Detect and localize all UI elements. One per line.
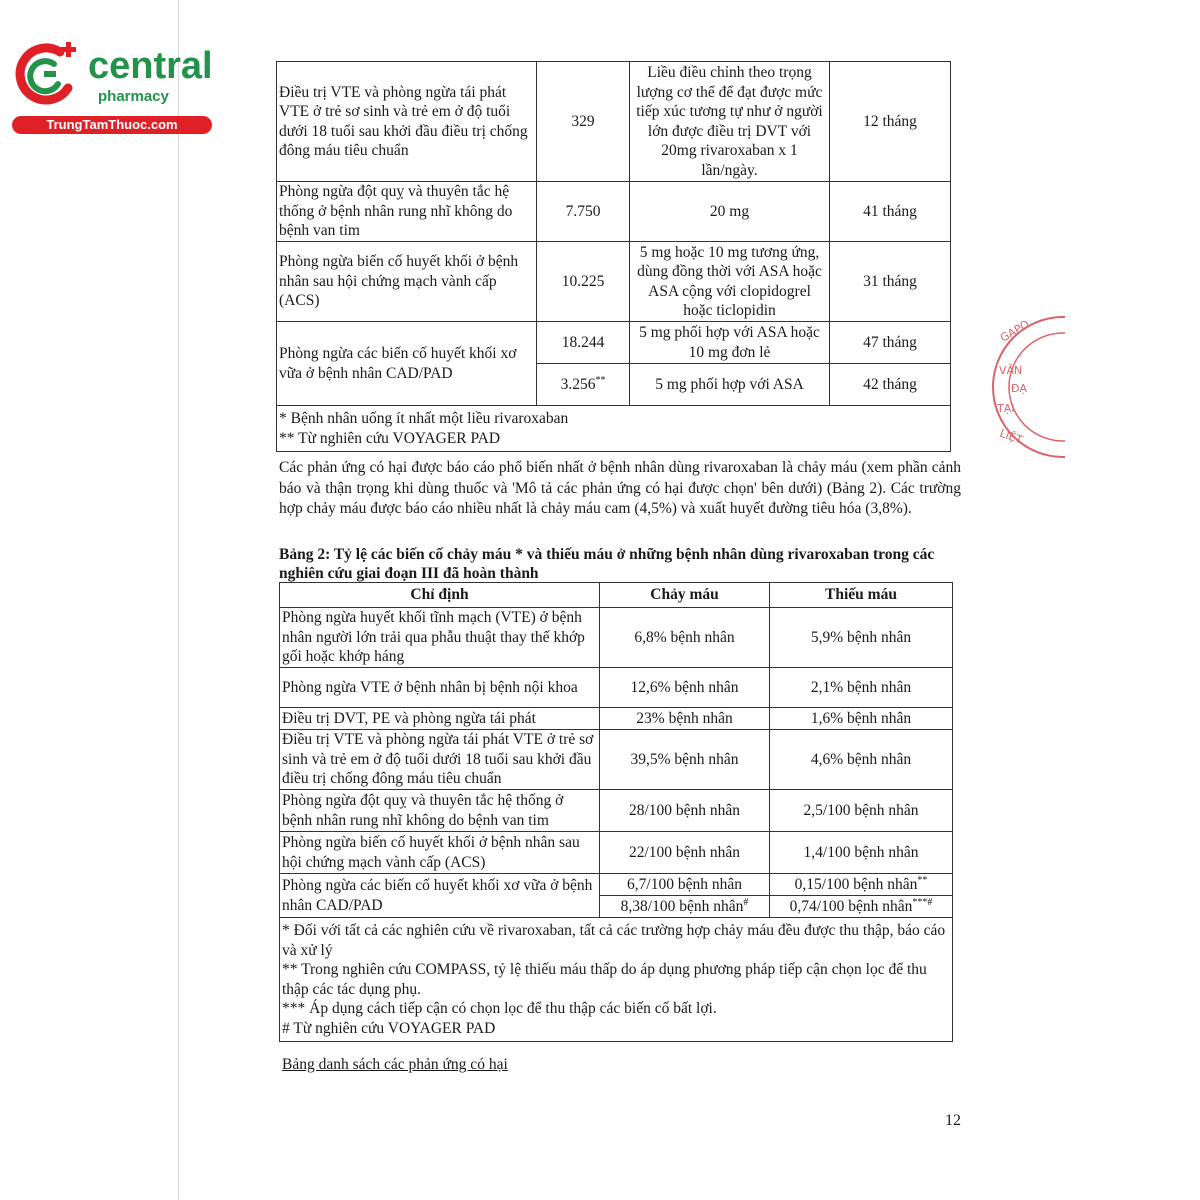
- table-notes-row: [280, 918, 953, 1042]
- logo-subtitle: pharmacy: [98, 88, 169, 105]
- footnote: * Bệnh nhân uống ít nhất một liều rivaroxaban: [279, 410, 569, 427]
- indication-cell: Điều trị VTE và phòng ngừa tái phát VTE ở trẻ sơ sinh và trẻ em ở độ tuổi dưới 18 tuổi sau khởi đầu điều trị chống đông máu tiêu chuẩn: [280, 730, 600, 790]
- indication-cell: Phòng ngừa biến cố huyết khối ở bệnh nhân sau hội chứng mạch vành cấp (ACS): [277, 242, 537, 322]
- bleeding-cell: 6,8% bệnh nhân: [600, 608, 770, 668]
- footnote-marker: #: [743, 896, 749, 908]
- bleeding-cell: 22/100 bệnh nhân: [600, 832, 770, 874]
- footnote: * Đối với tất cả các nghiên cứu về rivaroxaban, tất cả các trường hợp chảy máu đều được thu thập, báo cáo và xử lý: [282, 922, 946, 959]
- indication-cell: Điều trị VTE và phòng ngừa tái phát VTE ở trẻ sơ sinh và trẻ em ở độ tuổi dưới 18 tuổi sau khởi đầu điều trị chống đông máu tiêu chuẩn: [277, 62, 537, 182]
- footnote: ** Từ nghiên cứu VOYAGER PAD: [279, 429, 501, 447]
- footnote: # Từ nghiên cứu VOYAGER PAD: [282, 1019, 496, 1037]
- body-paragraph: Các phản ứng có hại được báo cáo phổ biến nhất ở bệnh nhân dùng rivaroxaban là chảy máu (xem phần cảnh báo và thận trọng khi dùng thuốc và 'Mô tả các phản ứng có hại được chọn' bên dưới) (Bảng 2). Các trường hợp chảy máu được báo cáo nhiều nhất là chảy máu cam (4,5%) và xuất huyết đường tiêu hóa (3,8%).: [279, 459, 961, 517]
- adverse-reactions-list-heading: Bảng danh sách các phản ứng có hại: [282, 1056, 508, 1073]
- anemia-cell: 1,4/100 bệnh nhân: [770, 832, 953, 874]
- indication-cell: Phòng ngừa đột quỵ và thuyên tắc hệ thống ở bệnh nhân rung nhĩ không do bệnh van tim: [280, 790, 600, 832]
- bleeding-cell: [600, 896, 770, 918]
- patients-cell: 10.225: [537, 242, 630, 322]
- column-header: Thiếu máu: [770, 583, 953, 608]
- footnote: *** Áp dụng cách tiếp cận có chọn lọc để thu thập các biến cố bất lợi.: [282, 1000, 717, 1017]
- indication-cell: Điều trị DVT, PE và phòng ngừa tái phát: [280, 708, 600, 730]
- table-row: [277, 242, 951, 322]
- patients-cell: [537, 364, 630, 406]
- stamp-text-4: TẠI: [997, 402, 1015, 415]
- table-row: [280, 668, 953, 708]
- column-header: Chảy máu: [600, 583, 770, 608]
- anemia-cell: 1,6% bệnh nhân: [770, 708, 953, 730]
- anemia-cell: 5,9% bệnh nhân: [770, 608, 953, 668]
- trial-exposure-table: [276, 61, 951, 452]
- table-row: [277, 322, 951, 364]
- footnote-marker: **: [595, 374, 606, 386]
- dose-cell: 5 mg phối hợp với ASA: [630, 364, 830, 406]
- anemia-cell: 4,6% bệnh nhân: [770, 730, 953, 790]
- bleeding-cell: [600, 874, 770, 896]
- table-notes: [280, 918, 953, 1042]
- footnote-marker: **: [917, 874, 928, 886]
- stamp-text-2: VĂN: [999, 364, 1023, 377]
- indication-cell: Phòng ngừa đột quỵ và thuyên tắc hệ thống ở bệnh nhân rung nhĩ không do bệnh van tim: [277, 182, 537, 242]
- patients-cell: 7.750: [537, 182, 630, 242]
- table2-title: Bảng 2: Tỷ lệ các biến cố chảy máu * và thiếu máu ở những bệnh nhân dùng rivaroxaban trong các nghiên cứu giai đoạn III đã hoàn thành: [279, 546, 935, 582]
- logo-url-banner: TrungTamThuoc.com: [12, 116, 212, 134]
- bleeding-value: 8,38/100 bệnh nhân: [620, 897, 744, 915]
- bleeding-cell: 12,6% bệnh nhân: [600, 668, 770, 708]
- official-stamp: [985, 312, 1065, 462]
- patients-value: 3.256: [560, 375, 596, 393]
- page-margin-line: [178, 0, 179, 1200]
- anemia-value: 0,74/100 bệnh nhân: [789, 897, 913, 915]
- indication-cell: Phòng ngừa biến cố huyết khối ở bệnh nhân sau hội chứng mạch vành cấp (ACS): [280, 832, 600, 874]
- duration-cell: 12 tháng: [830, 62, 951, 182]
- stamp-text-3: ĐẠ: [1011, 382, 1028, 395]
- bleeding-cell: 39,5% bệnh nhân: [600, 730, 770, 790]
- indication-cell: Phòng ngừa các biến cố huyết khối xơ vữa ở bệnh nhân CAD/PAD: [277, 322, 537, 406]
- footnote: ** Trong nghiên cứu COMPASS, tỷ lệ thiếu máu thấp do áp dụng phương pháp tiếp cận chọn lọc để thu thập các tác dụng phụ.: [282, 961, 927, 998]
- duration-cell: 47 tháng: [830, 322, 951, 364]
- dose-cell: 5 mg phối hợp với ASA hoặc 10 mg đơn lẻ: [630, 322, 830, 364]
- footnote-marker: ***#: [912, 896, 933, 908]
- table-row: [280, 730, 953, 790]
- stamp-text-1: GAPO: [998, 317, 1032, 345]
- table-notes-row: [277, 406, 951, 452]
- bleeding-cell: 23% bệnh nhân: [600, 708, 770, 730]
- table-header-row: [280, 583, 953, 608]
- patients-cell: 18.244: [537, 322, 630, 364]
- table-row: [280, 608, 953, 668]
- logo-wordmark: central: [88, 45, 213, 87]
- bleeding-anemia-table: [279, 582, 953, 1042]
- anemia-value: 0,15/100 bệnh nhân: [794, 875, 918, 893]
- dose-cell: 5 mg hoặc 10 mg tương ứng, dùng đồng thời với ASA hoặc ASA cộng với clopidogrel hoặc ticlopidin: [630, 242, 830, 322]
- table-row: [277, 62, 951, 182]
- anemia-cell: 2,5/100 bệnh nhân: [770, 790, 953, 832]
- table-notes: [277, 406, 951, 452]
- column-header: Chỉ định: [280, 583, 600, 608]
- table-row: [277, 182, 951, 242]
- anemia-cell: [770, 874, 953, 896]
- table-row: [280, 708, 953, 730]
- table-row: [280, 832, 953, 874]
- duration-cell: 31 tháng: [830, 242, 951, 322]
- anemia-cell: 2,1% bệnh nhân: [770, 668, 953, 708]
- pharmacy-cross-icon: [10, 38, 86, 114]
- anemia-cell: [770, 896, 953, 918]
- dose-cell: 20 mg: [630, 182, 830, 242]
- page-number: 12: [945, 1112, 961, 1129]
- table-row: [280, 874, 953, 896]
- duration-cell: 41 tháng: [830, 182, 951, 242]
- bleeding-cell: 28/100 bệnh nhân: [600, 790, 770, 832]
- stamp-text-5: LIỆT: [997, 426, 1025, 447]
- patients-cell: 329: [537, 62, 630, 182]
- indication-cell: Phòng ngừa huyết khối tĩnh mạch (VTE) ở bệnh nhân người lớn trải qua phẫu thuật thay thế khớp gối hoặc khớp háng: [280, 608, 600, 668]
- duration-cell: 42 tháng: [830, 364, 951, 406]
- dose-cell: Liều điều chỉnh theo trọng lượng cơ thể để đạt được mức tiếp xúc tương tự như ở người lớn được điều trị DVT với 20mg rivaroxaban x 1 lần/ngày.: [630, 62, 830, 182]
- indication-cell: Phòng ngừa các biến cố huyết khối xơ vữa ở bệnh nhân CAD/PAD: [280, 874, 600, 918]
- indication-cell: Phòng ngừa VTE ở bệnh nhân bị bệnh nội khoa: [280, 668, 600, 708]
- table-row: [280, 790, 953, 832]
- central-pharmacy-logo: [10, 38, 220, 138]
- bleeding-value: 6,7/100 bệnh nhân: [627, 875, 742, 893]
